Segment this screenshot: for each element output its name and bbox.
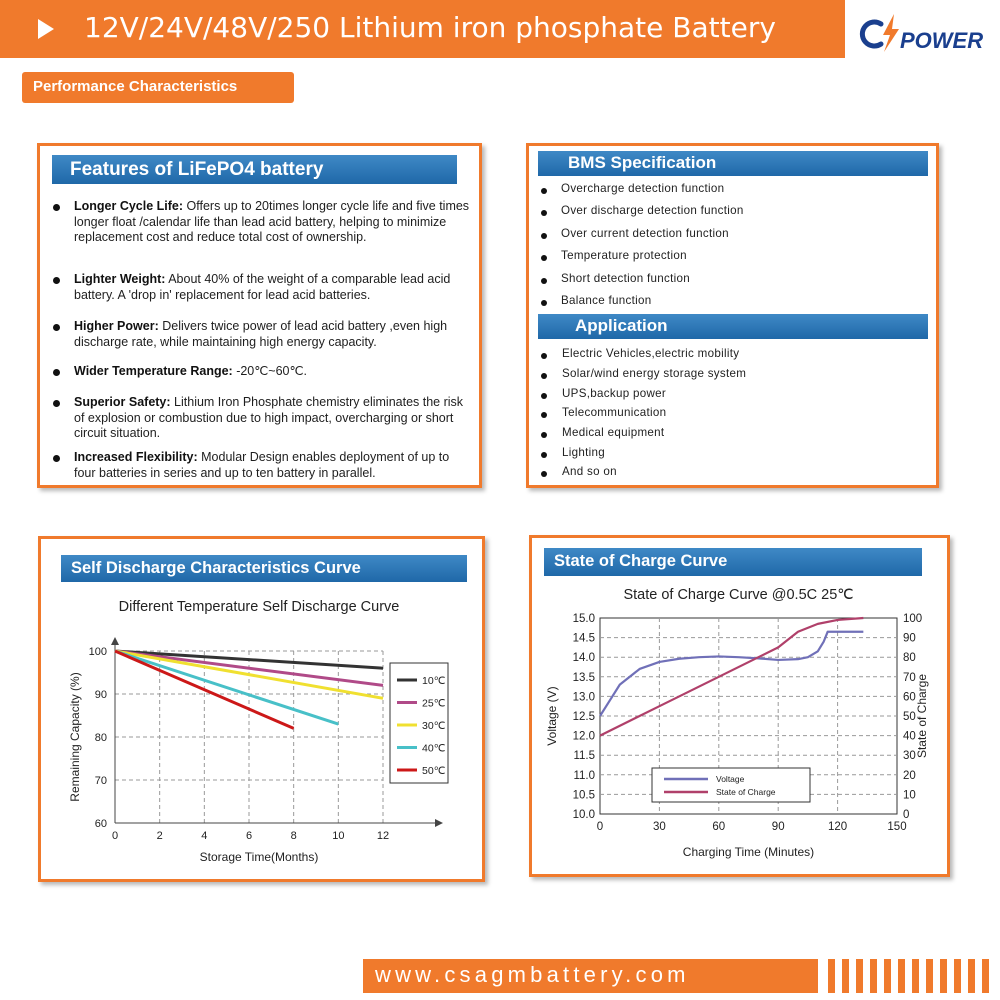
- bullet-icon: [541, 278, 547, 284]
- x-tick-label: 0: [596, 821, 604, 833]
- bullet-icon: [541, 255, 547, 261]
- bullet-icon: [541, 188, 547, 194]
- bullet-icon: [53, 455, 60, 462]
- y2-tick-label: 100: [903, 613, 923, 625]
- feature-label: Higher Power:: [74, 319, 159, 333]
- feature-text: Lithium Iron Phosphate chemistry eliminates the risk of explosion or combustion due to high impact, overcharging or short circuit situation.: [74, 395, 464, 440]
- bms-item: Over current detection function: [561, 227, 729, 240]
- footer-stripe: [982, 959, 989, 993]
- feature-text: About 40% of the weight of a comparable lead acid battery. A 'drop in' replacement for lead acid batteries.: [74, 272, 451, 302]
- application-heading: Application: [575, 316, 668, 335]
- x-tick-label: 8: [290, 830, 297, 842]
- footer-url[interactable]: www.csagmbattery.com: [375, 962, 690, 987]
- application-heading-bar: [538, 314, 928, 339]
- application-item: UPS,backup power: [562, 387, 667, 400]
- x-tick-label: 10: [332, 830, 345, 842]
- x-axis-label: Storage Time(Months): [199, 850, 319, 864]
- footer-stripe: [968, 959, 975, 993]
- y2-tick-label: 20: [903, 769, 916, 782]
- feature-label: Superior Safety:: [74, 395, 171, 409]
- legend-label: State of Charge: [716, 787, 776, 797]
- x-axis-label: Charging Time (Minutes): [682, 845, 815, 859]
- bms-item: Overcharge detection function: [561, 182, 725, 195]
- footer-stripe: [954, 959, 961, 993]
- x-tick-label: 6: [245, 830, 253, 842]
- bms-item: Balance function: [561, 294, 652, 307]
- feature-item: [74, 319, 470, 350]
- x-tick-label: 4: [201, 830, 208, 842]
- y-axis-label: Remaining Capacity (%): [68, 672, 82, 802]
- feature-label: Wider Temperature Range:: [74, 364, 233, 378]
- y-tick-label: 80: [94, 732, 107, 744]
- section-tab-label: Performance Characteristics: [33, 78, 238, 95]
- x-tick-label: 30: [653, 821, 666, 833]
- bullet-icon: [53, 400, 60, 407]
- y2-tick-label: 0: [903, 809, 910, 821]
- features-card: [37, 143, 482, 488]
- application-item: And so on: [562, 465, 617, 478]
- x-tick-label: 12: [376, 830, 390, 842]
- x-tick-label: 90: [771, 821, 785, 833]
- y2-tick-label: 70: [903, 671, 916, 684]
- x-tick-label: 2: [156, 830, 163, 842]
- x-tick-label: 60: [712, 821, 726, 833]
- y2-tick-label: 10: [903, 789, 916, 802]
- bullet-icon: [53, 277, 60, 284]
- bullet-icon: [53, 369, 60, 376]
- y-tick-label: 100: [88, 646, 107, 658]
- section-tab: [22, 72, 294, 103]
- self-discharge-heading-bar: [61, 555, 467, 582]
- feature-label: Longer Cycle Life:: [74, 199, 184, 213]
- y-tick-label: 12.5: [572, 711, 595, 723]
- legend-label: 25℃: [422, 697, 446, 710]
- bullet-icon: [541, 432, 547, 438]
- bms-item: Short detection function: [561, 272, 691, 285]
- x-axis-arrow-icon: [435, 819, 443, 827]
- series-line: [600, 618, 863, 736]
- y2-axis-label: State of Charge: [915, 673, 929, 759]
- x-tick-label: 0: [111, 830, 119, 842]
- feature-item: [74, 199, 470, 246]
- y-axis-label: Voltage (V): [545, 686, 559, 746]
- bullet-icon: [541, 471, 547, 477]
- application-item: Medical equipment: [562, 426, 665, 439]
- chart-title: State of Charge Curve @0.5C 25℃: [623, 587, 854, 603]
- y-tick-label: 15.0: [572, 613, 595, 625]
- legend-label: 30℃: [422, 720, 446, 732]
- y-tick-label: 10.0: [572, 809, 595, 821]
- page-title: 12V/24V/48V/250 Lithium iron phosphate Battery: [84, 11, 776, 44]
- y-axis-arrow-icon: [111, 637, 119, 645]
- soc-card: [529, 535, 950, 877]
- footer-stripe: [870, 959, 877, 993]
- features-heading: Features of LiFePO4 battery: [70, 159, 324, 180]
- bullet-icon: [541, 210, 547, 216]
- y-tick-label: 90: [94, 689, 107, 701]
- bullet-icon: [53, 324, 60, 331]
- header-bar: [0, 0, 845, 58]
- footer-stripe: [842, 959, 849, 993]
- self-discharge-heading: Self Discharge Characteristics Curve: [71, 559, 361, 577]
- self-discharge-card: [38, 536, 485, 882]
- legend-label: 50℃: [422, 765, 446, 777]
- feature-item: [74, 450, 470, 481]
- brand-logo: [850, 4, 996, 58]
- feature-label: Increased Flexibility:: [74, 450, 198, 464]
- features-heading-bar: [52, 155, 457, 184]
- bullet-icon: [541, 353, 547, 359]
- footer-stripe: [884, 959, 891, 993]
- chart-title: Different Temperature Self Discharge Curve: [118, 599, 400, 615]
- application-item: Electric Vehicles,electric mobility: [562, 347, 740, 360]
- soc-chart: [532, 580, 947, 870]
- y2-tick-label: 60: [903, 691, 916, 704]
- y-tick-label: 14.0: [572, 652, 595, 665]
- footer-stripe: [912, 959, 919, 993]
- y2-tick-label: 50: [903, 711, 916, 723]
- bms-heading: BMS Specification: [568, 153, 717, 172]
- self-discharge-chart: [41, 589, 482, 869]
- y-tick-label: 11.5: [573, 750, 595, 763]
- y2-tick-label: 30: [903, 750, 916, 763]
- y-tick-label: 13.5: [572, 671, 595, 684]
- bullet-icon: [541, 412, 547, 418]
- feature-item: [74, 395, 470, 442]
- footer-stripe: [940, 959, 947, 993]
- bms-item: Over discharge detection function: [561, 204, 744, 217]
- soc-heading-bar: [544, 548, 922, 576]
- y-tick-label: 12.0: [572, 730, 595, 743]
- y2-tick-label: 90: [903, 632, 916, 645]
- y-tick-label: 10.5: [572, 789, 595, 802]
- bms-item: Temperature protection: [561, 249, 687, 262]
- bms-application-card: [526, 143, 939, 488]
- feature-label: Lighter Weight:: [74, 272, 166, 286]
- feature-text: Modular Design enables deployment of up to four batteries in series and up to ten battery in parallel.: [74, 450, 450, 480]
- footer-bar: [363, 959, 818, 993]
- feature-text: Offers up to 20times longer cycle life and five times longer float /calendar life than lead acid battery, helping to minimize replacement cost and reduce total cost of ownership.: [74, 199, 470, 244]
- bullet-icon: [541, 393, 547, 399]
- application-item: Telecommunication: [562, 406, 667, 419]
- feature-text: -20℃~60℃.: [232, 364, 308, 378]
- legend-label: Voltage: [716, 774, 745, 784]
- feature-item: [74, 364, 470, 380]
- x-tick-label: 120: [828, 821, 848, 833]
- legend-label: 40℃: [422, 742, 446, 755]
- y-tick-label: 11.0: [573, 769, 595, 782]
- play-icon: [38, 19, 54, 39]
- bullet-icon: [541, 233, 547, 239]
- y2-tick-label: 80: [903, 652, 916, 665]
- y-tick-label: 70: [94, 775, 107, 787]
- footer-stripe: [856, 959, 863, 993]
- application-item: Lighting: [562, 446, 606, 459]
- y2-tick-label: 40: [903, 730, 916, 743]
- bullet-icon: [541, 452, 547, 458]
- x-tick-label: 150: [887, 821, 907, 833]
- feature-text: Delivers twice power of lead acid battery ,even high discharge rate, while maintaining high energy capacity.: [74, 319, 448, 349]
- y-tick-label: 60: [94, 818, 107, 830]
- bms-heading-bar: [538, 151, 928, 176]
- legend-label: 10℃: [422, 675, 446, 687]
- footer-stripe: [898, 959, 905, 993]
- y-tick-label: 13.0: [572, 691, 595, 704]
- application-item: Solar/wind energy storage system: [562, 367, 747, 380]
- bullet-icon: [53, 204, 60, 211]
- bullet-icon: [541, 300, 547, 306]
- footer-stripe: [828, 959, 835, 993]
- soc-heading: State of Charge Curve: [554, 552, 728, 570]
- series-line: [600, 632, 863, 716]
- bullet-icon: [541, 373, 547, 379]
- svg-text:POWER: POWER: [900, 28, 984, 53]
- y-tick-label: 14.5: [572, 632, 595, 645]
- feature-item: [74, 272, 470, 303]
- footer-stripe: [926, 959, 933, 993]
